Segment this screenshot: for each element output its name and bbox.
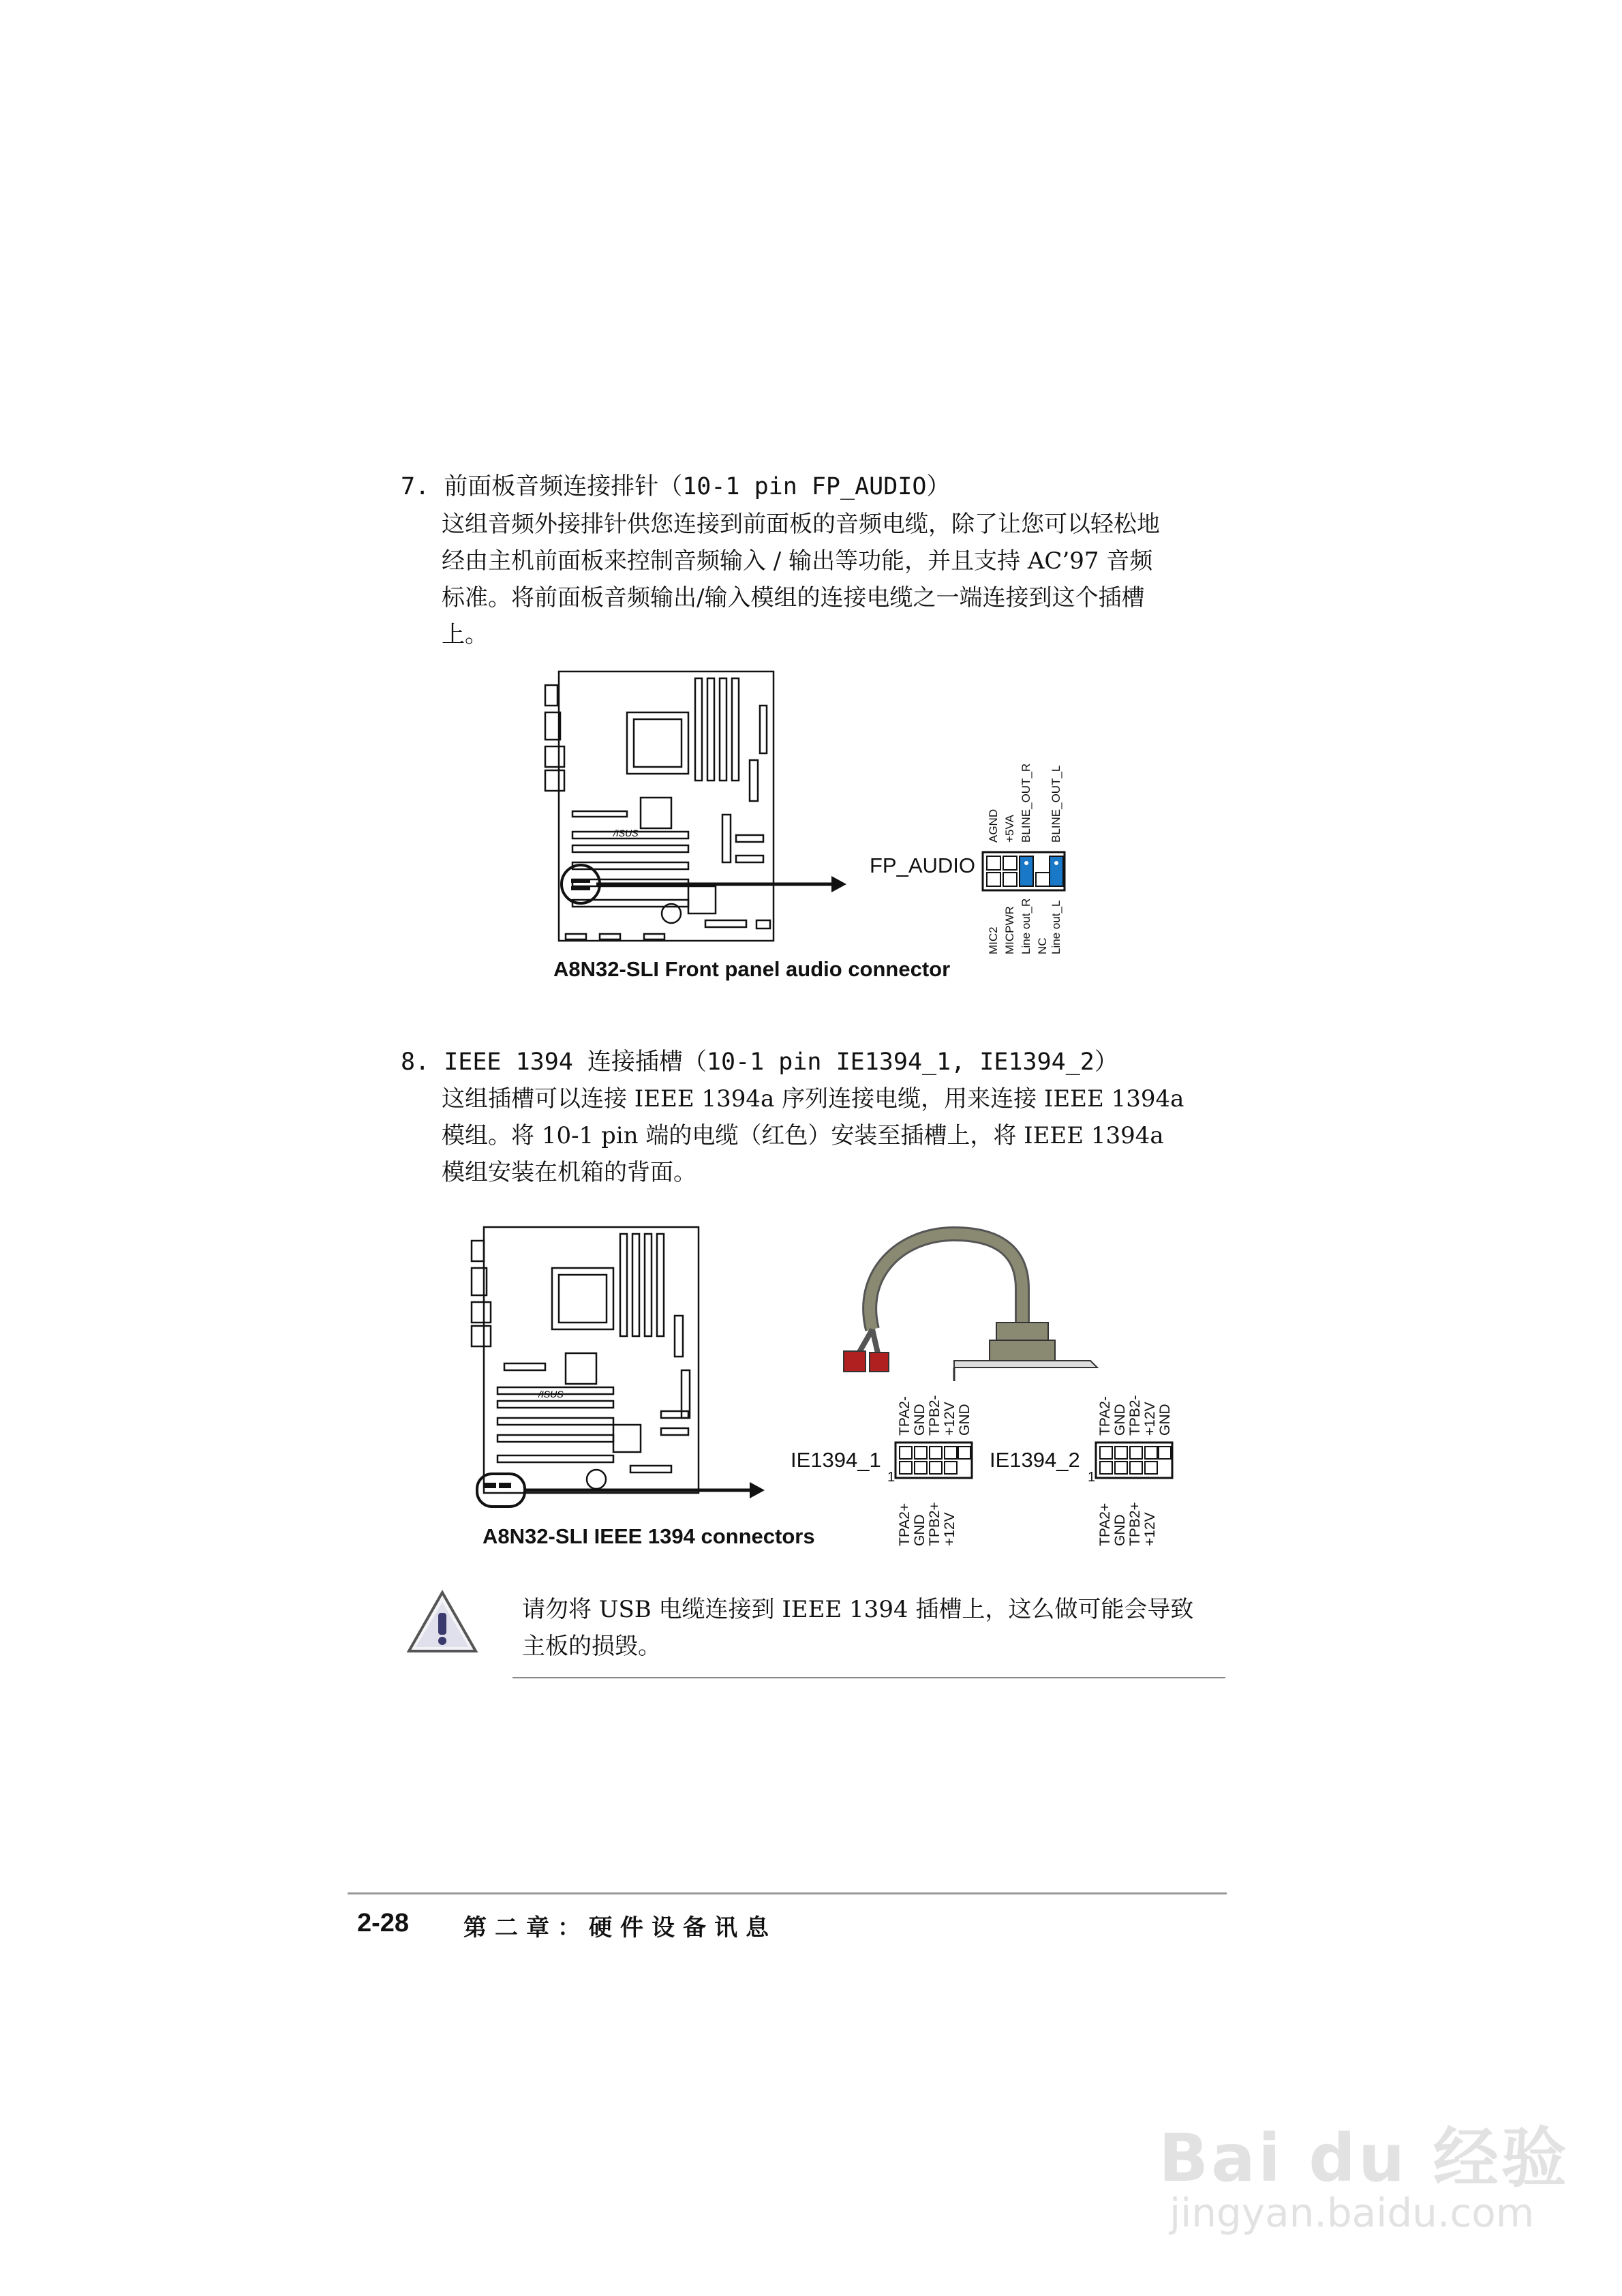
section-7-line-1: 这组音频外接排针供您连接到前面板的音频电缆，除了让您可以轻松地 [442, 511, 1160, 538]
section-7-heading: 7. 前面板音频连接排针（10-1 pin FP_AUDIO） [401, 473, 951, 500]
ie1394-1-bottom-pin-12v: +12V [942, 1512, 958, 1546]
ie1394-1-pin1-marker: 1 [887, 1470, 896, 1485]
fp-top-pin-bline-out-r: BLINE_OUT_R [1020, 763, 1032, 843]
warning-icon [405, 1588, 480, 1657]
fp-bottom-pin-mic2: MIC2 [987, 926, 1000, 954]
watermark-url: jingyan.baidu.com [1169, 2190, 1535, 2236]
fp-top-pin-agnd: AGND [987, 809, 1000, 843]
section-8-line-3: 模组安装在机箱的背面。 [442, 1159, 697, 1186]
section-8-heading: 8. IEEE 1394 连接插槽（10-1 pin IE1394_1, IE1394_2） [401, 1048, 1118, 1076]
section-8-line-1: 这组插槽可以连接 IEEE 1394a 序列连接电缆，用来连接 IEEE 1394a [442, 1085, 1184, 1113]
ie1394-2-header [1095, 1440, 1176, 1481]
ieee1394-cable-illustration [831, 1207, 1104, 1411]
figure-caption-1394: A8N32-SLI IEEE 1394 connectors [483, 1524, 815, 1548]
fp-bottom-pin-nc: NC [1036, 937, 1049, 954]
ie1394-2-bottom-pin-12v: +12V [1142, 1512, 1158, 1546]
ie1394-1-bottom-pin-gnd: GND [912, 1514, 928, 1546]
board-brand-logo-2: /ISUS [538, 1389, 564, 1400]
ie1394-2-top-pin-tpa2-minus: TPA2- [1097, 1396, 1113, 1436]
ie1394-2-top-pin-gnd-2: GND [1157, 1404, 1173, 1436]
section-7-line-4: 上。 [442, 621, 488, 648]
watermark-brand: Bai du 经验 [1159, 2120, 1570, 2196]
board-brand-logo: /ISUS [613, 828, 639, 839]
warning-divider [512, 1677, 1225, 1678]
fp-bottom-pin-line-out-l: Line out_L [1050, 900, 1062, 954]
ie1394-1-bottom-pin-tpb2-plus: TPB2+ [927, 1502, 943, 1546]
page-number: 2-28 [357, 1909, 410, 1937]
ie1394-2-bottom-pin-gnd: GND [1112, 1514, 1128, 1546]
ie1394-1-bottom-pin-tpa2-plus: TPA2+ [897, 1502, 913, 1546]
ie1394-2-label: IE1394_2 [990, 1448, 1080, 1472]
fp-bottom-pin-micpwr: MICPWR [1003, 906, 1016, 954]
ie1394-1-top-pin-tpa2-minus: TPA2- [897, 1396, 913, 1436]
ie1394-1-top-pin-12v: +12V [942, 1402, 958, 1436]
ie1394-2-top-pin-tpb2-minus: TPB2- [1127, 1395, 1143, 1436]
ie1394-2-bottom-pin-tpa2-plus: TPA2+ [1097, 1502, 1113, 1546]
fp-top-pin-bline-out-l: BLINE_OUT_L [1050, 765, 1062, 843]
section-8-line-2: 模组。将 10-1 pin 端的电缆（红色）安装至插槽上，将 IEEE 1394a [442, 1122, 1164, 1149]
ie1394-1-label: IE1394_1 [791, 1448, 881, 1472]
ie1394-2-pin1-marker: 1 [1088, 1470, 1096, 1485]
section-7-line-3: 标准。将前面板音频输出/输入模组的连接电缆之一端连接到这个插槽 [442, 584, 1145, 611]
fp-top-pin-5va: +5VA [1003, 815, 1016, 843]
ie1394-1-header [894, 1440, 976, 1481]
ie1394-2-top-pin-12v: +12V [1142, 1402, 1158, 1436]
ie1394-2-top-pin-gnd: GND [1112, 1404, 1128, 1436]
fp-audio-label: FP_AUDIO [870, 854, 976, 877]
ie1394-1-top-pin-gnd-2: GND [957, 1404, 973, 1436]
ie1394-1-top-pin-gnd: GND [912, 1404, 928, 1436]
motherboard-diagram-audio [532, 665, 1009, 951]
footer-divider [348, 1892, 1227, 1894]
ie1394-2-bottom-pin-tpb2-plus: TPB2+ [1127, 1502, 1143, 1546]
warning-line-2: 主板的损毁。 [522, 1633, 661, 1660]
motherboard-diagram-1394 [463, 1220, 777, 1513]
fp-audio-header [981, 848, 1070, 893]
fp-bottom-pin-line-out-r: Line out_R [1020, 898, 1032, 954]
warning-line-1: 请勿将 USB 电缆连接到 IEEE 1394 插槽上，这么做可能会导致 [522, 1596, 1194, 1623]
section-7-line-2: 经由主机前面板来控制音频输入 / 输出等功能，并且支持 AC’97 音频 [442, 547, 1153, 575]
ie1394-1-top-pin-tpb2-minus: TPB2- [927, 1395, 943, 1436]
chapter-title: 第二章：硬件设备讯息 [463, 1914, 777, 1942]
figure-caption-audio: A8N32-SLI Front panel audio connector [553, 957, 951, 981]
